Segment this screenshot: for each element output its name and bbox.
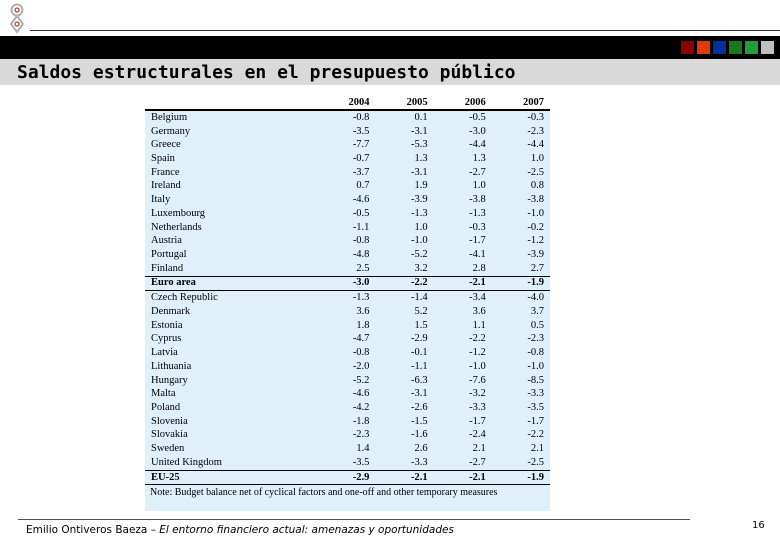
country-cell: Luxembourg (151, 207, 206, 219)
value-cell: 2.5 (356, 262, 370, 274)
value-cell: -4.4 (527, 139, 544, 151)
column-header-year: 2006 (434, 95, 492, 110)
logo-icon (6, 2, 28, 34)
value-cell: -3.5 (352, 125, 370, 137)
value-cell: -3.5 (527, 401, 544, 413)
value-cell: -2.4 (469, 429, 486, 441)
value-cell: 2.7 (530, 262, 544, 274)
value-cell: -4.6 (352, 194, 370, 206)
value-cell: -4.1 (469, 249, 486, 261)
value-cell: 1.8 (356, 319, 370, 331)
table-row (145, 319, 550, 333)
value-cell: -2.2 (375, 276, 433, 291)
color-swatch (745, 41, 758, 54)
value-cell: -1.3 (410, 207, 428, 219)
value-cell: -1.3 (352, 292, 370, 304)
table-row (145, 207, 550, 221)
value-cell: -1.0 (469, 360, 486, 372)
table-note: Note: Budget balance net of cyclical factors and one-off and other temporary measures (150, 487, 498, 498)
country-cell: Finland (151, 262, 184, 274)
table-row (145, 166, 550, 180)
table-row (145, 442, 550, 456)
value-cell: -1.7 (469, 235, 486, 247)
country-cell: Malta (151, 388, 176, 400)
value-cell: 1.3 (472, 153, 486, 165)
value-cell: -0.8 (352, 235, 370, 247)
table-row (145, 248, 550, 262)
value-cell: 2.8 (472, 262, 486, 274)
footer-text (26, 524, 454, 536)
value-cell: -1.1 (410, 360, 428, 372)
country-cell: Cyprus (151, 333, 182, 345)
table-row (145, 291, 550, 305)
value-cell: -1.2 (469, 347, 486, 359)
value-cell: -1.1 (352, 221, 370, 233)
value-cell: 3.6 (356, 305, 370, 317)
country-cell: Portugal (151, 249, 187, 261)
table-row (145, 152, 550, 166)
table-row (145, 429, 550, 443)
value-cell: -5.2 (352, 374, 370, 386)
value-cell: -2.6 (410, 401, 428, 413)
value-cell: -2.7 (469, 456, 486, 468)
country-cell: Euro area (145, 276, 317, 291)
color-swatch (713, 41, 726, 54)
table-container (145, 95, 550, 511)
slide-title: Saldos estructurales en el presupuesto público (17, 62, 516, 83)
value-cell: -3.4 (469, 292, 486, 304)
value-cell: -2.2 (469, 333, 486, 345)
table-row (145, 387, 550, 401)
value-cell: -1.0 (527, 207, 544, 219)
top-rule (30, 30, 780, 31)
value-cell: -3.3 (410, 456, 428, 468)
table-row (145, 401, 550, 415)
value-cell: -0.8 (352, 347, 370, 359)
budget-balance-table (145, 95, 550, 485)
value-cell: -7.6 (469, 374, 486, 386)
value-cell: -2.7 (469, 166, 486, 178)
value-cell: -8.5 (527, 374, 544, 386)
country-cell: Lithuania (151, 360, 192, 372)
value-cell: -1.5 (410, 415, 428, 427)
value-cell: -3.0 (469, 125, 486, 137)
table-row (145, 221, 550, 235)
value-cell: -4.6 (352, 388, 370, 400)
value-cell: 1.0 (472, 180, 486, 192)
column-header-year: 2007 (492, 95, 550, 110)
value-cell: -4.0 (527, 292, 544, 304)
value-cell: 1.9 (414, 180, 428, 192)
value-cell: 3.2 (414, 262, 428, 274)
value-cell: -3.3 (527, 388, 544, 400)
country-cell: Poland (151, 401, 181, 413)
value-cell: -3.8 (527, 194, 544, 206)
value-cell: -3.8 (469, 194, 486, 206)
table-row (145, 125, 550, 139)
country-cell: Latvia (151, 347, 178, 359)
value-cell: -2.3 (527, 125, 544, 137)
value-cell: -5.3 (410, 139, 428, 151)
value-cell: -0.5 (469, 111, 486, 123)
value-cell: -1.7 (469, 415, 486, 427)
header-band (0, 36, 780, 59)
value-cell: -2.3 (527, 333, 544, 345)
country-cell: Greece (151, 139, 181, 151)
value-cell: -1.0 (527, 360, 544, 372)
footer-subtitle: El entorno financiero actual: amenazas y oportunidades (159, 524, 454, 536)
table-row (145, 456, 550, 470)
value-cell: 1.4 (356, 443, 370, 455)
country-cell: Czech Republic (151, 292, 218, 304)
value-cell: -3.7 (352, 166, 370, 178)
value-cell: 1.0 (414, 221, 428, 233)
value-cell: -3.2 (469, 388, 486, 400)
country-cell: Estonia (151, 319, 183, 331)
value-cell: 1.1 (472, 319, 486, 331)
value-cell: -3.3 (469, 401, 486, 413)
country-cell: Hungary (151, 374, 188, 386)
value-cell: -3.9 (527, 249, 544, 261)
value-cell: 3.7 (530, 305, 544, 317)
value-cell: -1.2 (527, 235, 544, 247)
value-cell: -2.1 (375, 470, 433, 485)
value-cell: 1.3 (414, 153, 428, 165)
value-cell: -0.1 (410, 347, 428, 359)
country-cell: Ireland (151, 180, 181, 192)
country-cell: Slovakia (151, 429, 188, 441)
value-cell: -4.2 (352, 401, 370, 413)
table-row (145, 276, 550, 291)
value-cell: 2.1 (530, 443, 544, 455)
value-cell: -3.1 (410, 125, 428, 137)
color-swatch (729, 41, 742, 54)
color-swatch (761, 41, 774, 54)
value-cell: 0.7 (356, 180, 370, 192)
value-cell: 3.6 (472, 305, 486, 317)
value-cell: -2.0 (352, 360, 370, 372)
value-cell: 5.2 (414, 305, 428, 317)
value-cell: -3.1 (410, 166, 428, 178)
value-cell: 0.1 (414, 111, 428, 123)
value-cell: -4.7 (352, 333, 370, 345)
country-cell: Austria (151, 235, 182, 247)
table-row (145, 360, 550, 374)
value-cell: -2.5 (527, 166, 544, 178)
value-cell: -4.8 (352, 249, 370, 261)
country-cell: Slovenia (151, 415, 188, 427)
value-cell: -0.2 (527, 221, 544, 233)
value-cell: 1.0 (530, 153, 544, 165)
footer-author: Emilio Ontiveros Baeza – (26, 524, 160, 536)
value-cell: -4.4 (469, 139, 486, 151)
value-cell: -2.9 (410, 333, 428, 345)
value-cell: -1.6 (410, 429, 428, 441)
country-cell: France (151, 166, 180, 178)
value-cell: -2.1 (434, 470, 492, 485)
value-cell: -1.4 (410, 292, 428, 304)
value-cell: -3.5 (352, 456, 370, 468)
column-header-year: 2005 (375, 95, 433, 110)
table-row (145, 234, 550, 248)
value-cell: -0.8 (527, 347, 544, 359)
value-cell: -0.3 (527, 111, 544, 123)
country-cell: Denmark (151, 305, 191, 317)
value-cell: -5.2 (410, 249, 428, 261)
value-cell: -2.9 (317, 470, 375, 485)
value-cell: -2.2 (527, 429, 544, 441)
footer-rule (18, 519, 690, 520)
value-cell: 2.6 (414, 443, 428, 455)
value-cell: -1.7 (527, 415, 544, 427)
value-cell: 2.1 (472, 443, 486, 455)
value-cell: 0.8 (530, 180, 544, 192)
value-cell: -1.3 (469, 207, 486, 219)
country-cell: Italy (151, 194, 171, 206)
column-header-year: 2004 (317, 95, 375, 110)
table-row (145, 333, 550, 347)
table-row (145, 470, 550, 485)
color-swatch (681, 41, 694, 54)
country-cell: Sweden (151, 443, 185, 455)
table-row (145, 180, 550, 194)
table-row (145, 138, 550, 152)
value-cell: -3.9 (410, 194, 428, 206)
value-cell: -2.5 (527, 456, 544, 468)
country-cell: Netherlands (151, 221, 202, 233)
page-number: 16 (752, 520, 765, 531)
value-cell: -0.5 (352, 207, 370, 219)
table-row (145, 346, 550, 360)
country-cell: EU-25 (145, 470, 317, 485)
country-cell: Germany (151, 125, 191, 137)
value-cell: -1.9 (492, 276, 550, 291)
table-row (145, 374, 550, 388)
value-cell: -2.1 (434, 276, 492, 291)
table-row (145, 110, 550, 125)
table-row (145, 193, 550, 207)
column-header-country (145, 95, 317, 110)
value-cell: -1.9 (492, 470, 550, 485)
value-cell: -6.3 (410, 374, 428, 386)
value-cell: -0.7 (352, 153, 370, 165)
country-cell: Belgium (151, 111, 188, 123)
value-cell: -2.3 (352, 429, 370, 441)
country-cell: Spain (151, 153, 175, 165)
value-cell: -3.1 (410, 388, 428, 400)
value-cell: -1.8 (352, 415, 370, 427)
value-cell: -7.7 (352, 139, 370, 151)
value-cell: -0.3 (469, 221, 486, 233)
value-cell: 1.5 (414, 319, 428, 331)
table-row (145, 262, 550, 276)
value-cell: -1.0 (410, 235, 428, 247)
color-swatches (681, 41, 774, 54)
table-row (145, 415, 550, 429)
value-cell: -3.0 (317, 276, 375, 291)
value-cell: 0.5 (530, 319, 544, 331)
table-header-row (145, 95, 550, 110)
table-row (145, 305, 550, 319)
value-cell: -0.8 (352, 111, 370, 123)
color-swatch (697, 41, 710, 54)
country-cell: United Kingdom (151, 456, 222, 468)
